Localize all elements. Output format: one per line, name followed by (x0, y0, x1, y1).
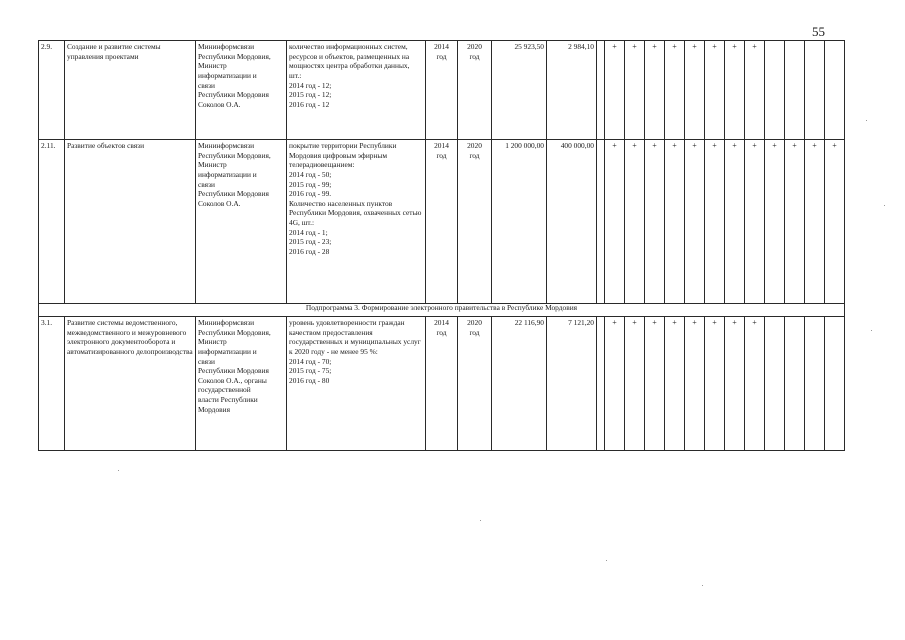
end-year: 2020 год (458, 41, 492, 140)
schedule-mark: + (705, 41, 725, 140)
schedule-mark: + (725, 140, 745, 304)
schedule-mark (825, 41, 845, 140)
scan-speck (871, 330, 872, 331)
schedule-mark (805, 41, 825, 140)
schedule-mark: + (745, 317, 765, 451)
schedule-mark: + (705, 140, 725, 304)
schedule-mark: + (665, 140, 685, 304)
current-amount: 7 121,20 (547, 317, 597, 451)
current-amount: 2 984,10 (547, 41, 597, 140)
schedule-mark: + (685, 140, 705, 304)
indicator-cell: уровень удовлетворенности граждан качеством предоставления государственных и муниципальных услуг к 2020 году - не менее 95 %: 2014 год - 70; 2015 год - 75; 2016 год - 80 (287, 317, 426, 451)
table-row (39, 41, 845, 140)
schedule-mark: + (625, 317, 645, 451)
measure-name: Развитие системы ведомственного, межведомственного и межуровневого электронного документооборота и автоматизированного делопроизводства (65, 317, 196, 451)
total-amount: 1 200 000,00 (492, 140, 547, 304)
schedule-mark: + (785, 140, 805, 304)
schedule-mark: + (605, 41, 625, 140)
row-number: 3.1. (39, 317, 65, 451)
scan-speck (118, 470, 119, 471)
scan-speck (702, 585, 703, 586)
schedule-mark: + (685, 317, 705, 451)
schedule-mark: + (725, 41, 745, 140)
schedule-mark: + (685, 41, 705, 140)
measure-name: Создание и развитие системы управления проектами (65, 41, 196, 140)
indicator-cell: покрытие территории Республики Мордовия цифровым эфирным телерадиовещанием: 2014 год - 50; 2015 год - 99; 2016 год - 99. Количество населенных пунктов Республики Мордовия, охваченных сетью 4G, шт.: 2014 год - 1; 2015 год - 23; 2016 год - 28 (287, 140, 426, 304)
scan-speck (606, 560, 607, 561)
subprogram-title: Подпрограмма 3. Формирование электронного правительства в Республике Мордовия (305, 303, 578, 312)
executor-cell: Мининформсвязи Республики Мордовия, Министр информатизации и связи Республики Мордовия Соколов О.А. (196, 41, 287, 140)
schedule-mark: + (765, 140, 785, 304)
schedule-mark: + (625, 140, 645, 304)
start-year: 2014 год (426, 140, 458, 304)
executor-cell: Мининформсвязи Республики Мордовия, Министр информатизации и связи Республики Мордовия Соколов О.А., органы государственной власти Республики Мордовия (196, 317, 287, 451)
schedule-mark: + (665, 41, 685, 140)
total-amount: 22 116,90 (492, 317, 547, 451)
schedule-mark: + (825, 140, 845, 304)
spacer-cell (597, 140, 605, 304)
end-year: 2020 год (458, 140, 492, 304)
measure-name: Развитие объектов связи (65, 140, 196, 304)
schedule-mark: + (625, 41, 645, 140)
schedule-mark (765, 317, 785, 451)
schedule-mark (765, 41, 785, 140)
row-number: 2.9. (39, 41, 65, 140)
schedule-mark (785, 317, 805, 451)
total-amount: 25 923,50 (492, 41, 547, 140)
indicator-cell: количество информационных систем, ресурсов и объектов, размещенных на мощностях центра обработки данных, шт.: 2014 год - 12; 2015 год - 12; 2016 год - 12 (287, 41, 426, 140)
start-year: 2014 год (426, 41, 458, 140)
schedule-mark: + (605, 317, 625, 451)
table-row (39, 140, 845, 304)
schedule-mark: + (805, 140, 825, 304)
schedule-mark: + (745, 140, 765, 304)
program-table (38, 40, 845, 451)
table-row (39, 317, 845, 451)
schedule-mark: + (645, 140, 665, 304)
subprogram-row (39, 304, 845, 317)
current-amount: 400 000,00 (547, 140, 597, 304)
end-year: 2020 год (458, 317, 492, 451)
schedule-mark: + (605, 140, 625, 304)
schedule-mark: + (645, 41, 665, 140)
schedule-mark (825, 317, 845, 451)
row-number: 2.11. (39, 140, 65, 304)
scan-speck (480, 520, 481, 521)
scan-speck (884, 205, 885, 206)
schedule-mark: + (745, 41, 765, 140)
schedule-mark: + (705, 317, 725, 451)
spacer-cell (597, 41, 605, 140)
schedule-mark: + (645, 317, 665, 451)
executor-cell: Мининформсвязи Республики Мордовия, Министр информатизации и связи Республики Мордовия Соколов О.А. (196, 140, 287, 304)
page-number: 55 (812, 24, 825, 39)
schedule-mark (785, 41, 805, 140)
schedule-mark: + (665, 317, 685, 451)
schedule-mark (805, 317, 825, 451)
spacer-cell (597, 317, 605, 451)
scan-speck (866, 120, 867, 121)
start-year: 2014 год (426, 317, 458, 451)
schedule-mark: + (725, 317, 745, 451)
